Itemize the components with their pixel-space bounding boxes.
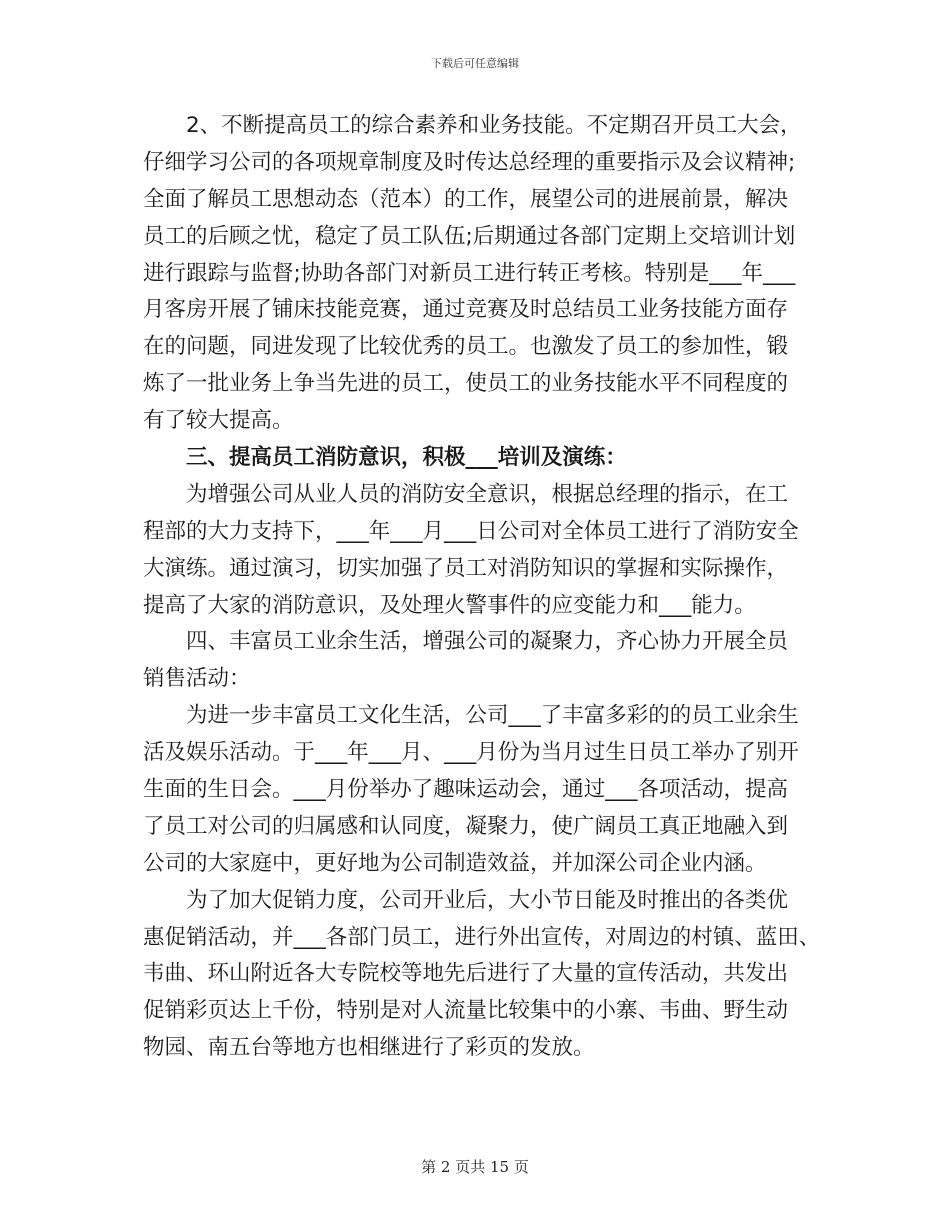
paragraph-line: 大演练。通过演习，切实加强了员工对消防知识的掌握和实际操作，: [143, 555, 789, 581]
paragraph-first-line: 2、不断提高员工的综合素养和业务技能。不定期召开员工大会，: [186, 113, 802, 138]
paragraph-line: 程部的大力支持下，___年___月___日公司对全体员工进行了消防安全: [143, 518, 799, 544]
paragraph-line: 促销彩页达上千份，特别是对人流量比较集中的小寨、韦曲、野生动: [143, 998, 789, 1024]
document-body: [143, 108, 821, 1067]
paragraph-line: 提高了大家的消防意识，及处理火警事件的应变能力和___能力。: [143, 592, 756, 618]
paragraph-line: 公司的大家庭中，更好地为公司制造效益，并加深公司企业内涵。: [143, 850, 767, 876]
paragraph-first-line: 四、丰富员工业余生活，增强公司的凝聚力，齐心协力开展全员: [186, 629, 789, 655]
paragraph-line: 物园、南五台等地方也相继进行了彩页的发放。: [143, 1035, 595, 1061]
paragraph-line: 月客房开展了铺床技能竞赛，通过竞赛及时总结员工业务技能方面存: [143, 297, 789, 323]
paragraph-first-line: 为进一步丰富员工文化生活，公司___了丰富多彩的的员工业余生: [186, 703, 799, 729]
paragraph-first-line: 三、提高员工消防意识，积极___培训及演练：: [186, 445, 627, 471]
paragraph-line: 生面的生日会。___月份举办了趣味运动会，通过___各项活动，提高: [143, 777, 789, 803]
paragraph-line: 进行跟踪与监督;协助各部门对新员工进行转正考核。特别是___年___: [143, 260, 796, 286]
paragraph-line: 仔细学习公司的各项规章制度及时传达总经理的重要指示及会议精神;: [143, 149, 796, 175]
page-footer: 第 2 页共 15 页: [421, 1158, 529, 1176]
paragraph-line: 有了较大提高。: [143, 408, 294, 434]
paragraph-line: 员工的后顾之忧，稳定了员工队伍;后期通过各部门定期上交培训计划: [143, 223, 796, 249]
paragraph-line: 全面了解员工思想动态（范本）的工作，展望公司的进展前景，解决: [143, 186, 789, 212]
paragraph-line: 活及娱乐活动。于___年___月、___月份为当月过生日员工举办了别开: [143, 740, 799, 766]
paragraph-first-line: 为了加大促销力度，公司开业后，大小节日能及时推出的各类优: [186, 887, 789, 913]
paragraph-line: 炼了一批业务上争当先进的员工，使员工的业务技能水平不同程度的: [143, 371, 789, 397]
paragraph-first-line: 为增强公司从业人员的消防安全意识，根据总经理的指示，在工: [186, 481, 789, 507]
paragraph-line: 了员工对公司的归属感和认同度，凝聚力，使广阔员工真正地融入到: [143, 813, 789, 839]
paragraph-line: 韦曲、环山附近各大专院校等地先后进行了大量的宣传活动，共发出: [143, 961, 789, 987]
page-header: 下载后可任意编辑: [431, 57, 519, 70]
paragraph-line: 惠促销活动，并___各部门员工，进行外出宣传，对周边的村镇、蓝田、: [143, 924, 821, 950]
paragraph-line: 销售活动：: [143, 666, 251, 692]
paragraph-line: 在的问题，同进发现了比较优秀的员工。也激发了员工的参加性，锻: [143, 334, 789, 360]
